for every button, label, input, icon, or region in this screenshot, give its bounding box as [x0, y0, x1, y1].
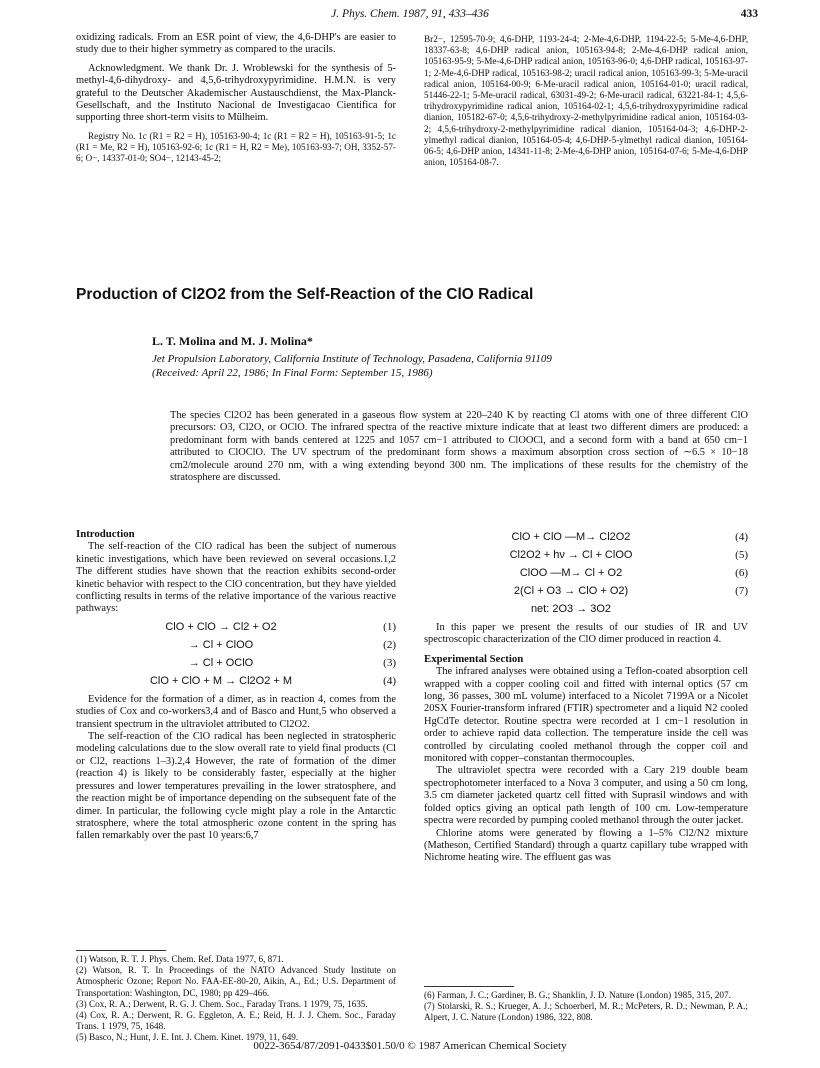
- abstract: The species Cl2O2 has been generated in a gaseous flow system at 220–240 K by reacting Cl atoms with one of three different ClO precursors: O3, Cl2O, or OClO. The infrared spectra of the reactive mixture indicate that at least two different dimers are produced: a predominant form with bands centered at 1225 and 1057 cm−1 attributed to ClOOCl, and a second form with a band at 650 cm−1 attributed to ClOClO. The UV spectrum of the predominant form shows a maximum absorption cross section of ∼6.5 × 10−18 cm2/molecule around 270 nm, with a wing extending beyond 300 nm. The implications of these results for the chemistry of the stratosphere are discussed.: [170, 410, 748, 484]
- registry-numbers: Registry No. 1c (R1 = R2 = H), 105163-90-4; 1c (R1 = R2 = H), 105163-91-5; 1c (R1 = Me, R2 = H), 105163-92-6; 1c (R1 = H, R2 = Me), 105163-93-7; OH, 3352-57-6; O−, 14337-01-0; SO4−, 12143-45-2;: [76, 130, 396, 164]
- equation: ClO + ClO —M→ Cl2O2 (4): [511, 531, 748, 543]
- section-heading-introduction: Introduction: [76, 528, 135, 540]
- section-heading-experimental: Experimental Section: [424, 652, 524, 665]
- reference: (5) Basco, N.; Hunt, J. E. Int. J. Chem. Kinet. 1979, 11, 649.: [76, 1032, 299, 1043]
- equation: ClO + ClO + M → Cl2O2 + M (4): [149, 674, 396, 687]
- equation: 2(Cl + O3 → ClO + O2) (7): [513, 585, 748, 597]
- footnote-rule: [424, 986, 514, 987]
- right-column: [424, 528, 748, 865]
- reference: (7) Stolarski, R. S.; Krueger, A. J.; Schoerberl, M. R.; McPeters, R. D.; Newman, P. A.; Alpert, J. C. Nature (London) 1986, 322, 808.: [424, 1001, 748, 1023]
- affiliation: Jet Propulsion Laboratory, California Institute of Technology, Pasadena, California 91109: [152, 353, 552, 365]
- reaction-equations: [76, 618, 396, 690]
- affiliation-block: [152, 352, 552, 380]
- intro-paragraph-3: The self-reaction of the ClO radical has been neglected in stratospheric modeling calculations due to the slow overall rate to yield final products (Cl or Cl2, reactions 1–3).2,4 However, the rate of formation of the dimer (reaction 4) is likely to be considerably faster, especially at the higher pressures and lower temperatures prevailing in the lower stratosphere, and the reaction might be of importance depending on the subsequent fate of the dimer. In particular, the following cycle might play a role in the Antarctic stratosphere, where the total atmospheric ozone content in the spring has fallen remarkably over the past 10 years:6,7: [76, 731, 396, 842]
- equation: Cl2O2 + hν → Cl + ClOO (5): [509, 549, 748, 561]
- experimental-paragraph-2: The ultraviolet spectra were recorded with a Cary 219 double beam spectrophotometer interfaced to a Nova 3 computer, and using a 50 cm long, 3.5 cm diameter jacketed quartz cell fitted with Suprasil windows and with folded optics giving an optical path length of 100 cm. Low-temperature spectra were recorded by pumping cooled methanol through the outer jacket.: [424, 765, 748, 827]
- acknowledgment: Acknowledgment. We thank Dr. J. Wroblewski for the synthesis of 5-methyl-4,6-dihydroxy- and 4,5,6-trihydroxypyrimidine. H.M.N. is very grateful to the Deutscher Akademischer Austauschdienst, the Max-Planck-Gesellschaft, and the Instituto Nacional de Investigacao Cientifica for supporting three short-term visits to Mülheim.: [76, 62, 396, 124]
- running-header: J. Phys. Chem. 1987, 91, 433–436: [331, 8, 489, 20]
- page-number: 433: [740, 8, 758, 20]
- left-footnotes: [76, 950, 396, 1044]
- equation: ClO + ClO → Cl2 + O2 (1): [165, 620, 396, 633]
- reference: (4) Cox, R. A.; Derwent, R. G. Eggleton, A. E.; Reid, H. J. J. Chem. Soc., Faraday Trans. 1 1979, 75, 1648.: [76, 1010, 396, 1032]
- received-dates: (Received: April 22, 1986; In Final Form: September 15, 1986): [152, 367, 433, 379]
- experimental-paragraph-3: Chlorine atoms were generated by flowing a 1–5% Cl2/N2 mixture (Matheson, Certified Standard) through a quartz capillary tube wrapped with Nichrome heating wire. The effluent gas was: [424, 827, 748, 864]
- reference: (2) Watson, R. T. In Proceedings of the NATO Advanced Study Institute on Atmospheric Ozone; Report No. FAA-EE-80-20, Aikin, A., Ed.; U.S. Department of Transportation: Washington, DC, 1980; pp 429–466.: [76, 965, 396, 998]
- authors: L. T. Molina and M. J. Molina*: [152, 334, 313, 348]
- intro-paragraph-1: The self-reaction of the ClO radical has been the subject of numerous kinetic investigations, which have been reviewed on several occasions.1,2 The different studies have shown that the reaction exhibits second-order kinetic behavior with respect to the ClO concentration, but they have yielded conflicting results in terms of the relative importance of the various reactive pathways:: [76, 541, 396, 615]
- cycle-equations: [424, 528, 748, 618]
- right-footnotes: [424, 986, 748, 1024]
- experimental-paragraph-1: The infrared analyses were obtained using a Teflon-coated absorption cell wrapped with a copper cooling coil and fitted with internal optics (57 cm long, 36 passes, 300 mL volume) interfaced to a Nicolet 7199A or a Nicolet 20SX Fourier-transform infrared (FTIR) spectrometer and a liquid N2 cooled HgCdTe detector. Routine spectra were recorded at 1 cm−1 resolution in order to achieve rapid data collection. The temperature inside the cell was controlled by circulating cooled methanol through the copper coil and monitored with copper–constantan thermocouples.: [424, 666, 748, 765]
- equation: → Cl + OClO (3): [188, 656, 396, 669]
- equation: → Cl + ClOO (2): [188, 638, 396, 651]
- reference: (3) Cox, R. A.; Derwent, R. G. J. Chem. Soc., Faraday Trans. 1 1979, 75, 1635.: [76, 998, 368, 1009]
- article-title: Production of Cl2O2 from the Self-Reaction of the ClO Radical: [76, 286, 534, 303]
- copyright-footer: 0022-3654/87/2091-0433$01.50/0 © 1987 American Chemical Society: [253, 1040, 567, 1052]
- registry-continued: Br2−, 12595-70-9; 4,6-DHP, 1193-24-4; 2-Me-4,6-DHP, 1194-22-5; 5-Me-4,6-DHP, 18337-63-8; 4,6-DHP radical anion, 105163-94-8; 2-Me-4,6-DHP radical anion, 105163-95-9; 5-Me-4,6-DHP radical anion, 105163-96-0; 4,6-DHP radical, 105163-97-1; 2-Me-4,6-DHP radical, 105163-98-2; uracil radical anion, 105163-99-3; 5-Me-uracil radical anion, 105164-00-9; 6-Me-uracil radical anion, 105164-01-0; uracil radical, 51446-22-1; 5-Me-uracil radical, 63031-49-2; 6-Me-uracil radical, 63221-84-1; 4,5,6-trihydroxypyrimidine radical anion, 105164-02-1; 4,5,6-trihydroxypyrimidine radical dianion, 105182-67-0; 4,5,6-trihydroxy-2-methylpyrimidine radical anion, 105164-03-2; 4,5,6-trihydroxy-2-methylpyrimidine radical dianion, 105164-04-3; 4,6-DHP-2-ylmethyl radical dianion, 105164-05-4; 4,6-DHP-5-ylmethyl radical dianion, 105164-06-5; 4,6-DHP anion, 14341-11-8; 2-Me-4,6-DHP anion, 105164-07-6; 5-Me-4,6-DHP anion, 105164-08-7.: [424, 34, 748, 168]
- equation: ClOO —M→ Cl + O2 (6): [519, 567, 748, 579]
- reference: (6) Farman, J. C.; Gardiner, B. G.; Shanklin, J. D. Nature (London) 1985, 315, 207.: [424, 990, 731, 1000]
- left-column: [76, 528, 396, 843]
- footnote-rule: [76, 950, 166, 951]
- intro-paragraph-2: Evidence for the formation of a dimer, as in reaction 4, comes from the studies of Cox and co-workers3,4 and of Basco and Hunt,5 who observed a transient spectrum in the ultraviolet attributed to Cl2O2.: [76, 693, 396, 730]
- equation: net: 2O3 → 3O2: [530, 603, 612, 615]
- reference: (1) Watson, R. T. J. Phys. Chem. Ref. Data 1977, 6, 871.: [76, 954, 284, 964]
- top-left-column: [76, 32, 396, 164]
- continued-paragraph: oxidizing radicals. From an ESR point of view, the 4,6-DHP's are easier to study due to their higher symmetry as compared to the uracils.: [76, 32, 396, 56]
- paragraph: In this paper we present the results of our studies of IR and UV spectroscopic characterization of the ClO dimer produced in reaction 4.: [424, 622, 748, 646]
